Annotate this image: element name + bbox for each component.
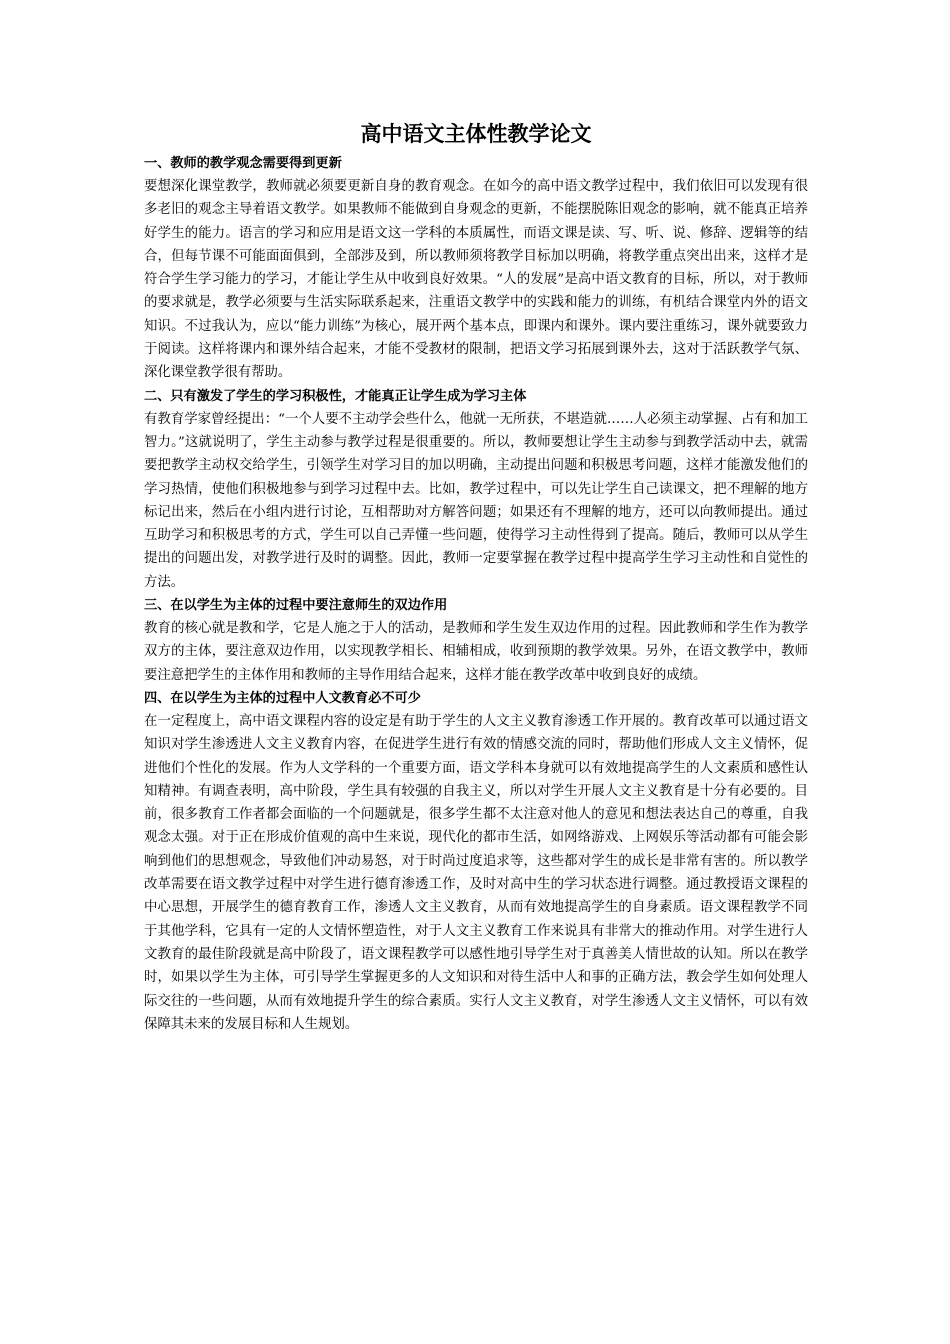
- section-heading: 二、只有激发了学生的学习积极性，才能真正让学生成为学习主体: [144, 388, 527, 404]
- section-1: [144, 152, 808, 385]
- section-body: 有教育学家曾经提出：“一个人要不主动学会些什么，他就一无所获，不堪造就……人必须主动掌握、占有和加工智力。”这就说明了，学生主动参与教学过程是很重要的。所以，教师要想让学生主动参与到教学活动中去，就需要把教学主动权交给学生，引领学生对学习目的加以明确，主动提出问题和积极思考问题，这样才能激发他们的学习热情，使他们积极地参与到学习过程中去。比如，教学过程中，可以先让学生自己读课文，把不理解的地方标记出来，然后在小组内进行讨论，互相帮助对方解答问题；如果还有不理解的地方，还可以向教师提出。通过互助学习和积极思考的方式，学生可以自己弄懂一些问题，使得学习主动性得到了提高。随后，教师可以从学生提出的问题出发，对教学进行及时的调整。因此，教师一定要掌握在教学过程中提高学生学习主动性和自觉性的方法。: [144, 411, 808, 590]
- section-body: 在一定程度上，高中语文课程内容的设定是有助于学生的人文主义教育渗透工作开展的。教育改革可以通过语文知识对学生渗透进人文主义教育内容，在促进学生进行有效的情感交流的同时，帮助他们形成人文主义情怀，促进他们个性化的发展。作为人文学科的一个重要方面，语文学科本身就可以有效地提高学生的人文素质和感性认知精神。有调查表明，高中阶段，学生具有较强的自我主义，所以对学生开展人文主义教育是十分有必要的。目前，很多教育工作者都会面临的一个问题就是，很多学生都不太注意对他人的意见和想法表达自己的尊重，自我观念太强。对于正在形成价值观的高中生来说，现代化的都市生活，如网络游戏、上网娱乐等活动都有可能会影响到他们的思想观念，导致他们冲动易怒，对于时尚过度追求等，这些都对学生的成长是非常有害的。所以教学改革需要在语文教学过程中对学生进行德育渗透工作，及时对高中生的学习状态进行调整。通过教授语文课程的中心思想，开展学生的德育教育工作，渗透人文主义教育，从而有效地提高学生的自身素质。语文课程教学不同于其他学科，它具有一定的人文情怀塑造性，对于人文主义教育工作来说具有非常大的推动作用。对学生进行人文教育的最佳阶段就是高中阶段了，语文课程教学可以感性地引导学生对于真善美人情世故的认知。所以在教学时，如果以学生为主体，可引导学生掌握更多的人文知识和对待生活中人和事的正确方法，教会学生如何处理人际交往的一些问题，从而有效地提升学生的综合素质。实行人文主义教育，对学生渗透人文主义情怀，可以有效保障其未来的发展目标和人生规划。: [144, 713, 808, 1032]
- section-heading: 一、教师的教学观念需要得到更新: [144, 156, 342, 171]
- section-body: 教育的核心就是教和学，它是人施之于人的活动，是教师和学生发生双边作用的过程。因此教师和学生作为教学双方的主体，要注意双边作用，以实现教学相长、相辅相成，收到预期的教学效果。另外，在语文教学中，教师要注意把学生的主体作用和教师的主导作用结合起来，这样才能在教学改革中收到良好的成绩。: [144, 621, 808, 683]
- section-heading: 三、在以学生为主体的过程中要注意师生的双边作用: [144, 598, 448, 614]
- section-body: 要想深化课堂教学，教师就必须要更新自身的教育观念。在如今的高中语文教学过程中，我们依旧可以发现有很多老旧的观念主导着语文教学。如果教师不能做到自身观念的更新，不能摆脱陈旧观念的影响，就不能真正培养好学生的能力。语言的学习和应用是语文这一学科的本质属性，而语文课是读、写、听、说、修辞、逻辑等的结合，但每节课不可能面面俱到，全部涉及到，所以教师须将教学目标加以明确，将教学重点突出出来，这样才是符合学生学习能力的学习，才能让学生从中收到良好效果。“人的发展”是高中语文教育的目标，所以，对于教师的要求就是，教学必须要与生活实际联系起来，注重语文教学中的实践和能力的训练，有机结合课堂内外的语文知识。不过我认为，应以“能力训练”为核心，展开两个基本点，即课内和课外。课内要注重练习，课外就要致力于阅读。这样将课内和课外结合起来，才能不受教材的限制，把语文学习拓展到课外去，这对于活跃教学气氛、深化课堂教学很有帮助。: [144, 179, 808, 381]
- section-4: [144, 687, 808, 1036]
- document-title: 高中语文主体性教学论文: [360, 122, 592, 146]
- section-3: [144, 594, 808, 687]
- document-page: [144, 118, 808, 1036]
- section-2: [144, 385, 808, 594]
- section-heading: 四、在以学生为主体的过程中人文教育必不可少: [144, 690, 421, 706]
